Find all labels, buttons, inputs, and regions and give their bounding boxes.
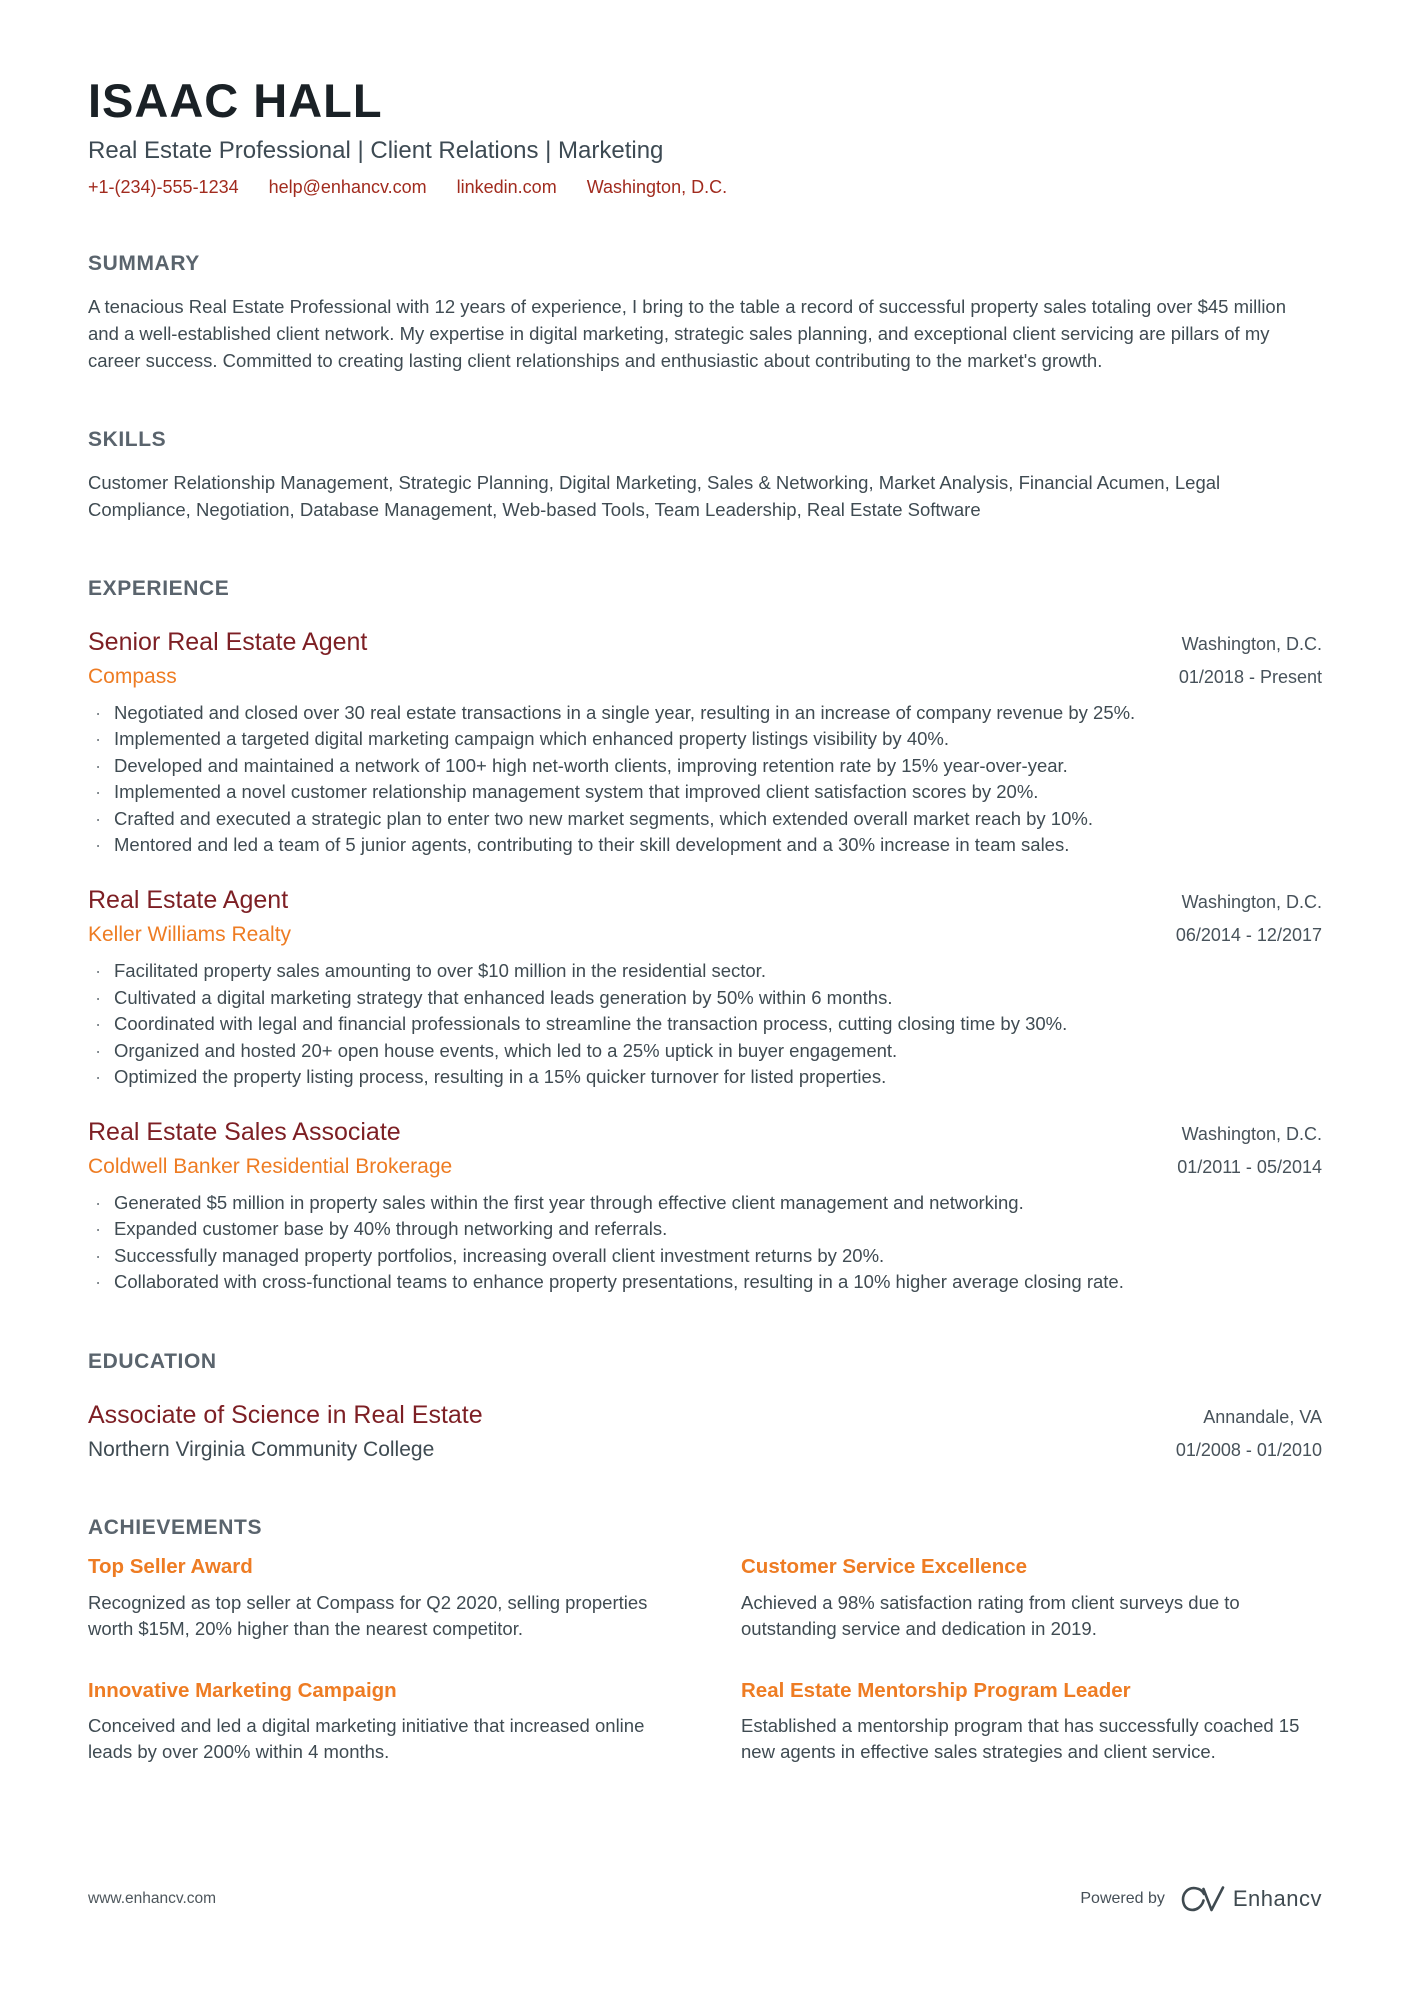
achievement-title: Real Estate Mentorship Program Leader [741, 1678, 1131, 1702]
achievement-item [741, 1554, 1322, 1642]
contact-row [88, 177, 1322, 198]
job-location: Washington, D.C. [1181, 633, 1322, 654]
job-location: Washington, D.C. [1181, 891, 1322, 912]
achievement-text: Conceived and led a digital marketing initiative that increased online leads by over 200% within 4 months. [88, 1715, 645, 1763]
job-dates: 06/2014 - 12/2017 [1175, 924, 1322, 945]
contact-phone[interactable]: +1-(234)-555-1234 [88, 176, 239, 197]
job-bullet: · Organized and hosted 20+ open house events, which led to a 25% uptick in buyer engagement. [88, 1038, 1322, 1065]
powered-by-label: Powered by [1080, 1890, 1165, 1907]
section-summary [88, 252, 1322, 374]
contact-linkedin[interactable]: linkedin.com [456, 176, 557, 197]
job-dates: 01/2018 - Present [1178, 666, 1322, 687]
job-bullet: · Coordinated with legal and financial professionals to streamline the transaction process, cutting closing time by 30%. [88, 1011, 1322, 1038]
candidate-title: Real Estate Professional | Client Relations | Marketing [88, 136, 664, 164]
job-title: Real Estate Agent [88, 885, 289, 914]
job-company: Compass [88, 664, 177, 688]
summary-heading: SUMMARY [88, 251, 200, 275]
experience-entry [88, 627, 1322, 859]
achievement-title: Customer Service Excellence [741, 1555, 1028, 1578]
achievement-text: Achieved a 98% satisfaction rating from client surveys due to outstanding service and dedication in 2019. [741, 1591, 1240, 1639]
section-achievements [88, 1516, 1322, 1765]
brand-name: Enhancv [1232, 1886, 1322, 1911]
job-bullet: · Optimized the property listing process, resulting in a 15% quicker turnover for listed properties. [88, 1064, 1322, 1091]
experience-entry [88, 885, 1322, 1091]
job-bullet: · Cultivated a digital marketing strategy that enhanced leads generation by 50% within 6 months. [88, 985, 1322, 1012]
enhancv-logo[interactable] [1179, 1884, 1322, 1914]
contact-email[interactable]: help@enhancv.com [268, 176, 427, 197]
school-name: Northern Virginia Community College [88, 1437, 435, 1461]
job-dates: 01/2011 - 05/2014 [1177, 1156, 1322, 1177]
achievements-heading: ACHIEVEMENTS [88, 1516, 263, 1539]
education-location: Annandale, VA [1203, 1406, 1322, 1427]
contact-location: Washington, D.C. [586, 176, 728, 197]
job-title: Senior Real Estate Agent [88, 627, 368, 656]
achievement-text: Established a mentorship program that has successfully coached 15 new agents in effective sales strategies and client service. [741, 1715, 1300, 1763]
achievement-item [88, 1678, 669, 1766]
skills-list: Customer Relationship Management, Strategic Planning, Digital Marketing, Sales & Networking, Market Analysis, Financial Acumen, Legal Compliance, Negotiation, Database Management, Web-based Tools, Team Leadership, Real Estate Software [88, 471, 1221, 520]
achievements-grid [88, 1554, 1322, 1765]
skills-heading: SKILLS [88, 427, 167, 451]
summary-text: A tenacious Real Estate Professional with 12 years of experience, I bring to the table a record of successful property sales totaling over $45 million and a well-established client network. My expertise in digital marketing, strategic sales planning, and exceptional client servicing are pillars of my career success. Committed to creating lasting client relationships and enthusiastic about contributing to the market's growth. [88, 295, 1287, 371]
achievement-title: Innovative Marketing Campaign [88, 1678, 397, 1702]
section-education [88, 1350, 1322, 1462]
section-experience [88, 577, 1322, 1296]
achievement-text: Recognized as top seller at Compass for Q2 2020, selling properties worth $15M, 20% higher than the nearest competitor. [88, 1591, 648, 1639]
education-dates: 01/2008 - 01/2010 [1175, 1439, 1322, 1460]
achievement-item [88, 1554, 669, 1642]
section-skills [88, 428, 1322, 523]
job-bullet: · Implemented a novel customer relationship management system that improved client satisfaction scores by 20%. [88, 779, 1322, 806]
job-bullet: · Negotiated and closed over 30 real estate transactions in a single year, resulting in an increase of company revenue by 25%. [88, 700, 1322, 727]
job-bullets [88, 1190, 1322, 1296]
job-company: Keller Williams Realty [88, 922, 292, 946]
achievement-item [741, 1678, 1322, 1766]
footer-website-link[interactable]: www.enhancv.com [88, 1890, 217, 1907]
experience-entry [88, 1117, 1322, 1296]
page-footer [88, 1884, 1322, 1914]
job-location: Washington, D.C. [1181, 1123, 1322, 1144]
job-bullets [88, 700, 1322, 859]
education-heading: EDUCATION [88, 1349, 217, 1373]
job-bullet: · Generated $5 million in property sales within the first year through effective client management and networking. [88, 1190, 1322, 1217]
resume-header [88, 76, 1322, 198]
education-entry [88, 1400, 1322, 1462]
achievement-title: Top Seller Award [88, 1555, 253, 1578]
job-bullet: · Developed and maintained a network of 100+ high net-worth clients, improving retention rate by 15% year-over-year. [88, 753, 1322, 780]
enhancv-infinity-icon [1179, 1884, 1225, 1914]
job-bullet: · Successfully managed property portfolios, increasing overall client investment returns by 20%. [88, 1243, 1322, 1270]
candidate-name: ISAAC HALL [88, 74, 383, 127]
job-bullet: · Collaborated with cross-functional teams to enhance property presentations, resulting in a 10% higher average closing rate. [88, 1269, 1322, 1296]
job-bullet: · Expanded customer base by 40% through networking and referrals. [88, 1216, 1322, 1243]
experience-heading: EXPERIENCE [88, 576, 230, 600]
footer-brand [1080, 1884, 1322, 1914]
job-title: Real Estate Sales Associate [88, 1117, 401, 1146]
job-bullets [88, 958, 1322, 1091]
job-bullet: · Facilitated property sales amounting to over $10 million in the residential sector. [88, 958, 1322, 985]
degree-title: Associate of Science in Real Estate [88, 1400, 483, 1429]
job-company: Coldwell Banker Residential Brokerage [88, 1154, 453, 1178]
job-bullet: · Crafted and executed a strategic plan to enter two new market segments, which extended overall market reach by 10%. [88, 806, 1322, 833]
job-bullet: · Implemented a targeted digital marketing campaign which enhanced property listings visibility by 40%. [88, 726, 1322, 753]
job-bullet: · Mentored and led a team of 5 junior agents, contributing to their skill development and a 30% increase in team sales. [88, 832, 1322, 859]
